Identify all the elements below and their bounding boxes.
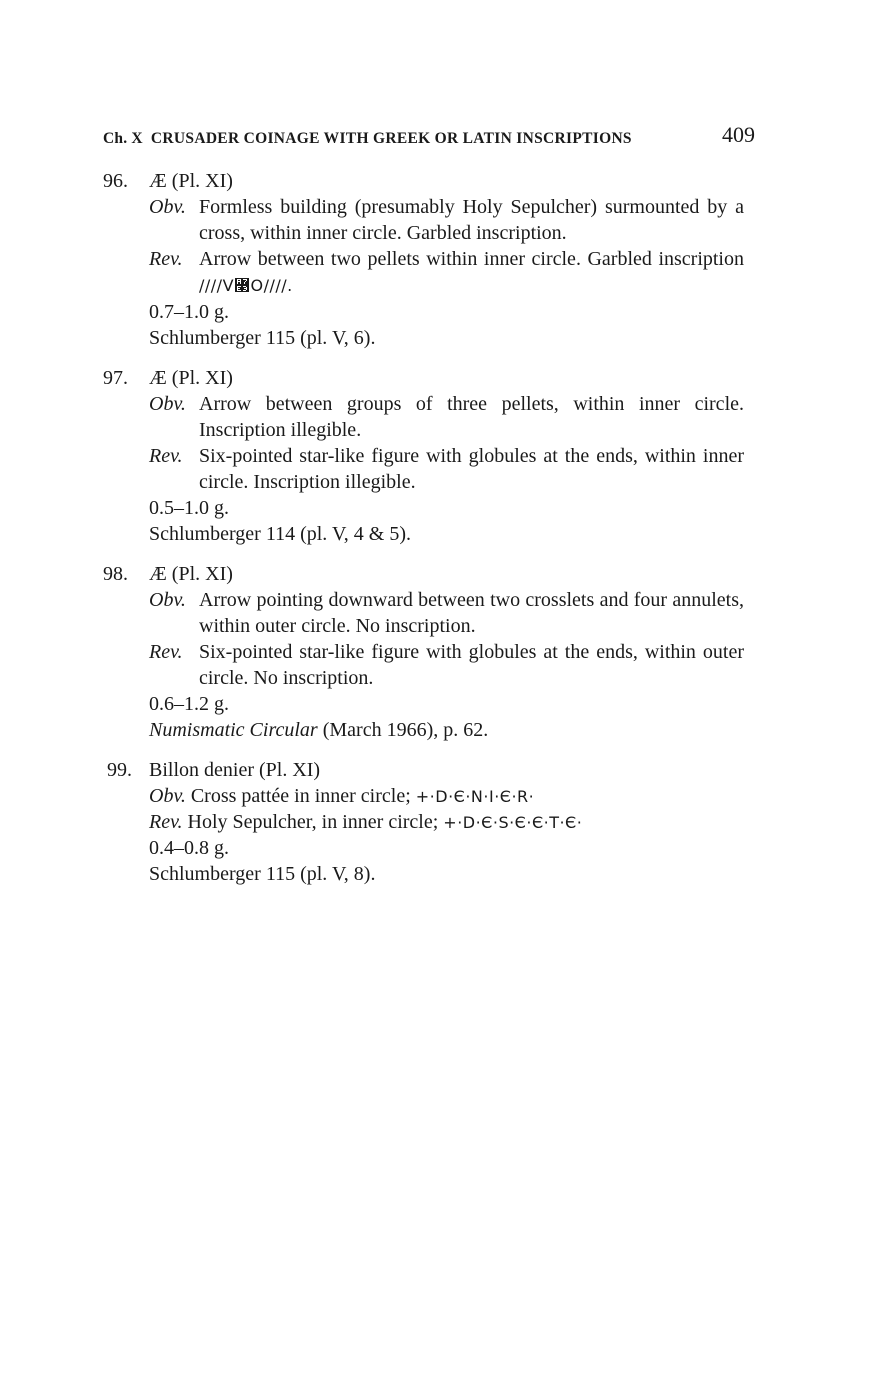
- chapter-label: Ch. X: [103, 130, 143, 147]
- reverse-label: Rev.: [149, 811, 183, 833]
- running-header: [103, 122, 755, 152]
- obverse-inscription: +·D·Є·N·I·Є·R·: [415, 787, 535, 806]
- entry-heading: Æ (Pl. XI): [149, 367, 233, 389]
- reference: Schlumberger 114 (pl. V, 4 & 5).: [149, 523, 412, 545]
- weight: 0.7–1.0 g.: [149, 301, 229, 323]
- reference-detail: (March 1966), p. 62.: [317, 719, 489, 741]
- reverse-label: Rev.: [149, 641, 183, 663]
- obverse-description: [0, 783, 872, 809]
- obverse-label: Obv.: [149, 785, 186, 807]
- reverse-inscription: ////V꟣O////.: [199, 276, 293, 295]
- reverse-description: [0, 443, 744, 495]
- obverse-label: Obv.: [149, 589, 186, 611]
- obverse-text: Cross pattée in inner circle;: [190, 785, 411, 807]
- reference-journal: Numismatic Circular: [149, 719, 318, 741]
- weight: 0.6–1.2 g.: [149, 693, 229, 715]
- reference: Schlumberger 115 (pl. V, 8).: [149, 863, 376, 885]
- catalogue-entries: [0, 168, 872, 901]
- obverse-label: Obv.: [149, 393, 186, 415]
- entry-heading: Æ (Pl. XI): [149, 170, 233, 192]
- chapter-heading: [103, 130, 632, 148]
- reference: Schlumberger 115 (pl. V, 6).: [149, 327, 376, 349]
- reverse-description: [0, 809, 872, 835]
- reverse-text: Six-pointed star-like figure with globules at the ends, within outer circle. No inscription.: [199, 641, 744, 689]
- reverse-inscription: +·D·Є·S·Є·Є·T·Є·: [443, 813, 583, 832]
- obverse-text: Formless building (presumably Holy Sepulcher) surmounted by a cross, within inner circle. Garbled inscription.: [199, 196, 744, 244]
- chapter-title: CRUSADER COINAGE WITH GREEK OR LATIN INSCRIPTIONS: [150, 130, 632, 147]
- catalogue-entry-96: [0, 168, 872, 351]
- obverse-description: [0, 194, 744, 246]
- obverse-description: [0, 587, 744, 639]
- obverse-description: [0, 391, 744, 443]
- reverse-description: [0, 639, 744, 691]
- entry-heading: Æ (Pl. XI): [149, 563, 233, 585]
- entry-number: 96.: [103, 170, 128, 192]
- weight: 0.4–0.8 g.: [149, 837, 229, 859]
- catalogue-entry-97: [0, 365, 872, 547]
- reference: [0, 717, 872, 743]
- entry-heading: Billon denier (Pl. XI): [149, 759, 321, 781]
- page-number: 409: [722, 122, 755, 147]
- weight: 0.5–1.0 g.: [149, 497, 229, 519]
- reverse-text: Arrow between two pellets within inner circle. Garbled inscription: [199, 248, 744, 270]
- reverse-text: Holy Sepulcher, in inner circle;: [187, 811, 439, 833]
- entry-number: 98.: [103, 563, 128, 585]
- reverse-description: [0, 246, 744, 299]
- catalogue-entry-99: [0, 757, 872, 887]
- catalogue-entry-98: [0, 561, 872, 743]
- obverse-label: Obv.: [149, 196, 186, 218]
- reverse-label: Rev.: [149, 248, 183, 270]
- reverse-label: Rev.: [149, 445, 183, 467]
- entry-number: 99.: [107, 759, 132, 781]
- obverse-text: Arrow between groups of three pellets, within inner circle. Inscription illegible.: [199, 393, 744, 441]
- obverse-text: Arrow pointing downward between two crosslets and four annulets, within outer circle. No inscription.: [199, 589, 744, 637]
- entry-number: 97.: [103, 367, 128, 389]
- reverse-text: Six-pointed star-like figure with globules at the ends, within inner circle. Inscription illegible.: [199, 445, 744, 493]
